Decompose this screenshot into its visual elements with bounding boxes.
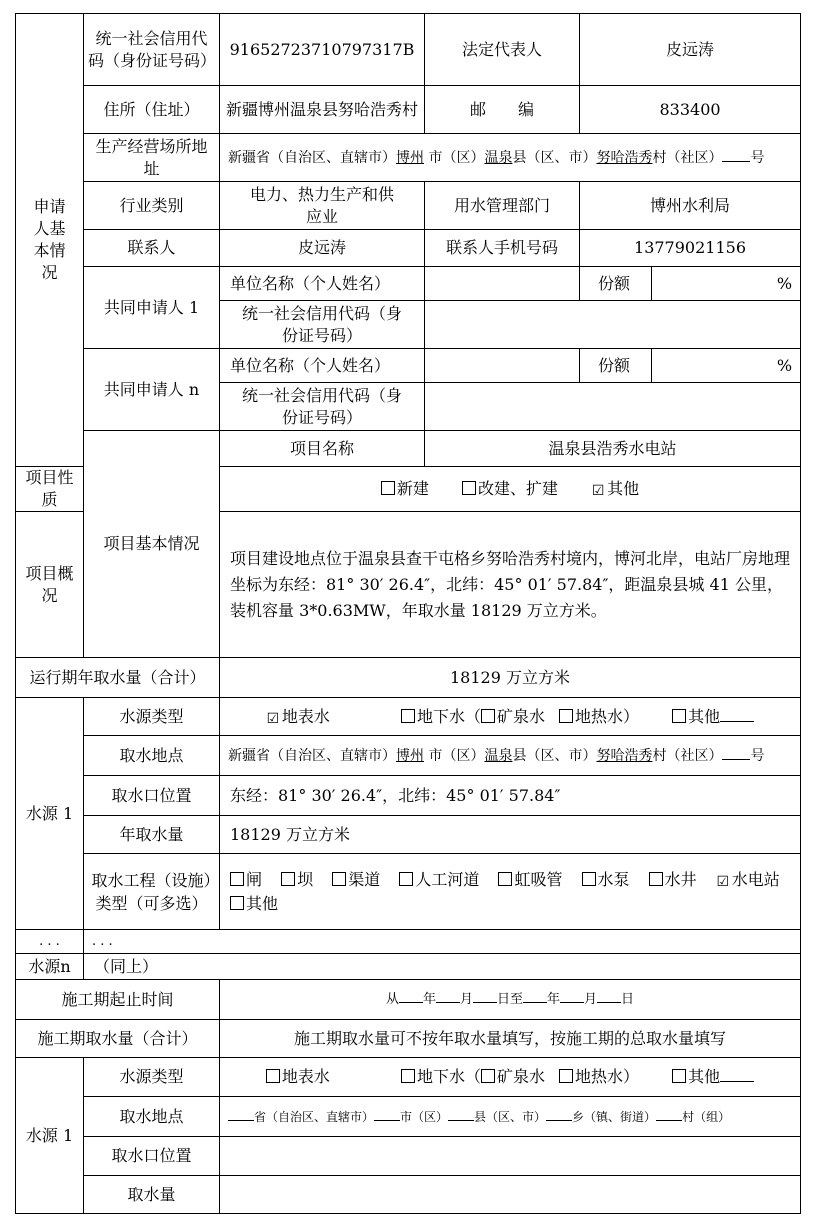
- to-month-label: 月: [584, 992, 598, 1007]
- co1-credit-label: 统一社会信用代码（身份证号码）: [220, 301, 425, 349]
- nature-new-label: 新建: [396, 479, 429, 498]
- contact-value: 皮远涛: [220, 230, 425, 267]
- source1-surface-checkbox[interactable]: ☑: [266, 710, 280, 727]
- works-gate-checkbox[interactable]: [230, 872, 244, 886]
- co1-unit-name-label: 单位名称（个人姓名）: [220, 267, 425, 301]
- address-label: 住所（住址）: [84, 86, 220, 134]
- works-pump-label: 水泵: [597, 869, 630, 889]
- source1-prov: 新疆: [228, 747, 256, 764]
- co1-credit-value[interactable]: [425, 301, 801, 349]
- to-year-blank[interactable]: [523, 988, 547, 1003]
- to-day-blank[interactable]: [597, 988, 621, 1003]
- source2-mineral-checkbox[interactable]: [481, 1069, 495, 1083]
- source2-prov-label: 省（自治区、直辖市）: [254, 1109, 375, 1124]
- source2-position-value[interactable]: [220, 1137, 801, 1176]
- source1-mineral-checkbox[interactable]: [481, 709, 495, 723]
- source2-position-label: 取水口位置: [84, 1137, 220, 1176]
- nature-new-checkbox[interactable]: [381, 481, 395, 495]
- application-table: [15, 13, 801, 1214]
- works-siphon-label: 虹吸管: [514, 869, 563, 889]
- annual-intake-label: 运行期年取水量（合计）: [16, 658, 220, 698]
- project-overview-value: 项目建设地点位于温泉县查干屯格乡努哈浩秀村境内，博河北岸，电站厂房地理坐标为东经：81° 30′ 26.4″，北纬：45° 01′ 57.84″，距温泉县城 41 公里，装机容量 3*0.63MW，年取水量 18129 万立方米。: [220, 512, 801, 658]
- postcode-label: 邮 编: [425, 86, 580, 134]
- works-dam-label: 坝: [297, 869, 314, 889]
- source2-surface-label: 地表水: [281, 1067, 330, 1086]
- nature-rebuild-label: 改建、扩建: [478, 479, 559, 498]
- site-label: 生产经营场所地址: [84, 134, 220, 182]
- project-overview-label: 项目概况: [16, 512, 84, 658]
- works-dam-checkbox[interactable]: [281, 872, 295, 886]
- dept-label: 用水管理部门: [425, 182, 580, 230]
- annual-intake-value: 18129 万立方米: [220, 658, 801, 698]
- site-number-suffix: 号: [750, 149, 765, 166]
- site-prov-suffix: 省（自治区、直辖市）: [256, 149, 396, 166]
- site-city-suffix: 市（区）: [428, 149, 485, 166]
- source2-surface-checkbox[interactable]: [266, 1069, 280, 1083]
- source2-geothermal-checkbox[interactable]: [559, 1069, 573, 1083]
- source2-type-label: 水源类型: [84, 1058, 220, 1097]
- source2-city-label: 市（区）: [400, 1109, 449, 1124]
- project-section-label: 项目基本情况: [84, 431, 220, 658]
- source2-amount-label: 取水量: [84, 1176, 220, 1214]
- works-siphon-checkbox[interactable]: [498, 872, 512, 886]
- sourcen-value: （同上）: [84, 954, 801, 980]
- works-hydropower-checkbox[interactable]: ☑: [716, 873, 730, 890]
- source1-county: 温泉: [484, 747, 513, 764]
- source1-location-value: [220, 736, 801, 776]
- construction-amount-note: 施工期取水量可不按年取水量填写，按施工期的总取水量填写: [220, 1020, 801, 1058]
- water-permit-form: [15, 13, 800, 1208]
- source1-number-suffix: 号: [750, 747, 765, 764]
- source2-village-blank[interactable]: [656, 1106, 682, 1121]
- source2-location-value: [220, 1097, 801, 1137]
- works-well-checkbox[interactable]: [649, 872, 663, 886]
- legal-rep-label: 法定代表人: [425, 14, 580, 86]
- construction-period-value: [220, 980, 801, 1020]
- site-village-suffix: 村（社区）: [652, 149, 723, 166]
- nature-other-checkbox[interactable]: ☑: [591, 483, 605, 499]
- source1-geothermal-checkbox[interactable]: [559, 709, 573, 723]
- source1-number-blank[interactable]: [722, 745, 750, 760]
- ellipsis-col2: . . .: [84, 930, 801, 954]
- source1-village-suffix: 村（社区）: [652, 747, 723, 764]
- from-day-to: 日至: [497, 992, 524, 1007]
- from-year-blank[interactable]: [399, 988, 423, 1003]
- construction-period-label: 施工期起止时间: [16, 980, 220, 1020]
- source2-location-label: 取水地点: [84, 1097, 220, 1137]
- con-credit-value[interactable]: [425, 383, 801, 431]
- source2-ground-label: 地下水（: [416, 1067, 481, 1086]
- to-day-label: 日: [621, 992, 635, 1007]
- con-unit-name-value[interactable]: [425, 349, 580, 383]
- source2-village-label: 村（组）: [682, 1109, 731, 1124]
- co-applicant-n-label: 共同申请人 n: [84, 349, 220, 431]
- from-month-blank[interactable]: [436, 988, 460, 1003]
- source1-geothermal-label: 地热水）: [575, 706, 640, 726]
- source1-mineral-label: 矿泉水: [497, 706, 546, 726]
- site-village: 努哈浩秀: [596, 149, 653, 166]
- source2-amount-value[interactable]: [220, 1176, 801, 1214]
- source1-other-blank[interactable]: [720, 707, 754, 722]
- works-hydropower-label: 水电站: [731, 869, 780, 889]
- site-county-suffix: 县（区、市）: [512, 149, 597, 166]
- project-nature-options: [220, 467, 801, 512]
- source1-surface-label: 地表水: [281, 706, 330, 726]
- project-name-value: 温泉县浩秀水电站: [425, 431, 801, 467]
- source1-ground-checkbox[interactable]: [401, 709, 415, 723]
- credit-code-label: 统一社会信用代码（身份证号码）: [84, 14, 220, 86]
- works-canal-label: 渠道: [348, 869, 381, 889]
- source1-works-label: 取水工程（设施）类型（可多选）: [84, 854, 220, 930]
- co1-share-label: 份额: [580, 267, 652, 301]
- project-nature-label: 项目性质: [16, 467, 84, 512]
- nature-rebuild-checkbox[interactable]: [462, 481, 476, 495]
- source1-county-suffix: 县（区、市）: [512, 747, 597, 764]
- site-county: 温泉: [484, 149, 513, 166]
- source1-type-options: [220, 698, 801, 736]
- contact-label: 联系人: [84, 230, 220, 267]
- from-year-label: 年: [422, 992, 436, 1007]
- source1-position-label: 取水口位置: [84, 776, 220, 816]
- applicant-section-label: 申请人基本情况: [16, 14, 84, 467]
- address-value: 新疆博州温泉县努哈浩秀村: [220, 86, 425, 134]
- source2-mineral-label: 矿泉水: [497, 1067, 546, 1086]
- source2-county-blank[interactable]: [448, 1106, 474, 1121]
- construction-amount-label: 施工期取水量（合计）: [16, 1020, 220, 1058]
- to-month-blank[interactable]: [560, 988, 584, 1003]
- source2-type-options: [220, 1058, 801, 1097]
- postcode-value: 833400: [580, 86, 801, 134]
- source2-label: 水源 1: [16, 1058, 84, 1214]
- works-pump-checkbox[interactable]: [582, 872, 596, 886]
- source1-prov-suffix: 省（自治区、直辖市）: [256, 747, 396, 764]
- legal-rep-value: 皮远涛: [580, 14, 801, 86]
- to-year-label: 年: [547, 992, 561, 1007]
- source1-city-suffix: 市（区）: [428, 747, 485, 764]
- co1-percent: %: [776, 273, 793, 293]
- con-credit-label: 统一社会信用代码（身份证号码）: [220, 383, 425, 431]
- project-name-label: 项目名称: [220, 431, 425, 467]
- source1-position-value: 东经：81° 30′ 26.4″，北纬：45° 01′ 57.84″: [220, 776, 801, 816]
- co-applicant-1-label: 共同申请人 1: [84, 267, 220, 349]
- site-value: [220, 134, 801, 182]
- source1-city: 博州: [396, 747, 424, 764]
- source1-works-options: [220, 854, 801, 930]
- from-day-blank[interactable]: [473, 988, 497, 1003]
- from-month-label: 月: [459, 992, 473, 1007]
- source2-ground-checkbox[interactable]: [401, 1069, 415, 1083]
- source2-prov-blank[interactable]: [228, 1106, 254, 1121]
- con-unit-name-label: 单位名称（个人姓名）: [220, 349, 425, 383]
- source1-other-label: 其他: [688, 706, 721, 726]
- source2-other-label: 其他: [688, 1067, 721, 1086]
- industry-value: 电力、热力生产和供应业: [220, 182, 425, 230]
- site-prov: 新疆: [228, 149, 256, 166]
- sourcen-label: 水源n: [16, 954, 84, 980]
- works-artificial-river-label: 人工河道: [415, 869, 480, 889]
- con-share-label: 份额: [580, 349, 652, 383]
- works-other-checkbox[interactable]: [230, 896, 244, 910]
- nature-other-label: 其他: [607, 479, 640, 498]
- source2-other-checkbox[interactable]: [672, 1069, 686, 1083]
- co1-share-value[interactable]: [652, 267, 801, 301]
- source2-geothermal-label: 地热水）: [575, 1067, 640, 1086]
- works-artificial-river-checkbox[interactable]: [399, 872, 413, 886]
- period-from: 从: [385, 992, 399, 1007]
- source1-amount-value: 18129 万立方米: [220, 816, 801, 854]
- source1-type-label: 水源类型: [84, 698, 220, 736]
- source2-city-blank[interactable]: [374, 1106, 400, 1121]
- site-city: 博州: [396, 149, 424, 166]
- works-other-label: 其他: [246, 893, 279, 913]
- source2-other-blank[interactable]: [720, 1067, 754, 1082]
- works-well-label: 水井: [664, 869, 697, 889]
- phone-value: 13779021156: [580, 230, 801, 267]
- source1-location-label: 取水地点: [84, 736, 220, 776]
- dept-value: 博州水利局: [580, 182, 801, 230]
- phone-label: 联系人手机号码: [425, 230, 580, 267]
- source1-amount-label: 年取水量: [84, 816, 220, 854]
- co1-unit-name-value[interactable]: [425, 267, 580, 301]
- source2-county-label: 县（区、市）: [474, 1109, 547, 1124]
- source1-ground-label: 地下水（: [416, 706, 481, 726]
- ellipsis-col1: . . .: [16, 930, 84, 954]
- works-gate-label: 闸: [246, 869, 263, 889]
- source2-town-blank[interactable]: [546, 1106, 572, 1121]
- source1-other-checkbox[interactable]: [672, 709, 686, 723]
- industry-label: 行业类别: [84, 182, 220, 230]
- site-number-blank[interactable]: [722, 147, 750, 162]
- works-canal-checkbox[interactable]: [332, 872, 346, 886]
- source2-town-label: 乡（镇、街道）: [572, 1109, 657, 1124]
- source1-village: 努哈浩秀: [596, 747, 653, 764]
- source1-label: 水源 1: [16, 698, 84, 930]
- credit-code-value: 91652723710797317B: [220, 14, 425, 86]
- con-share-value[interactable]: [652, 349, 801, 383]
- con-percent: %: [776, 355, 793, 375]
